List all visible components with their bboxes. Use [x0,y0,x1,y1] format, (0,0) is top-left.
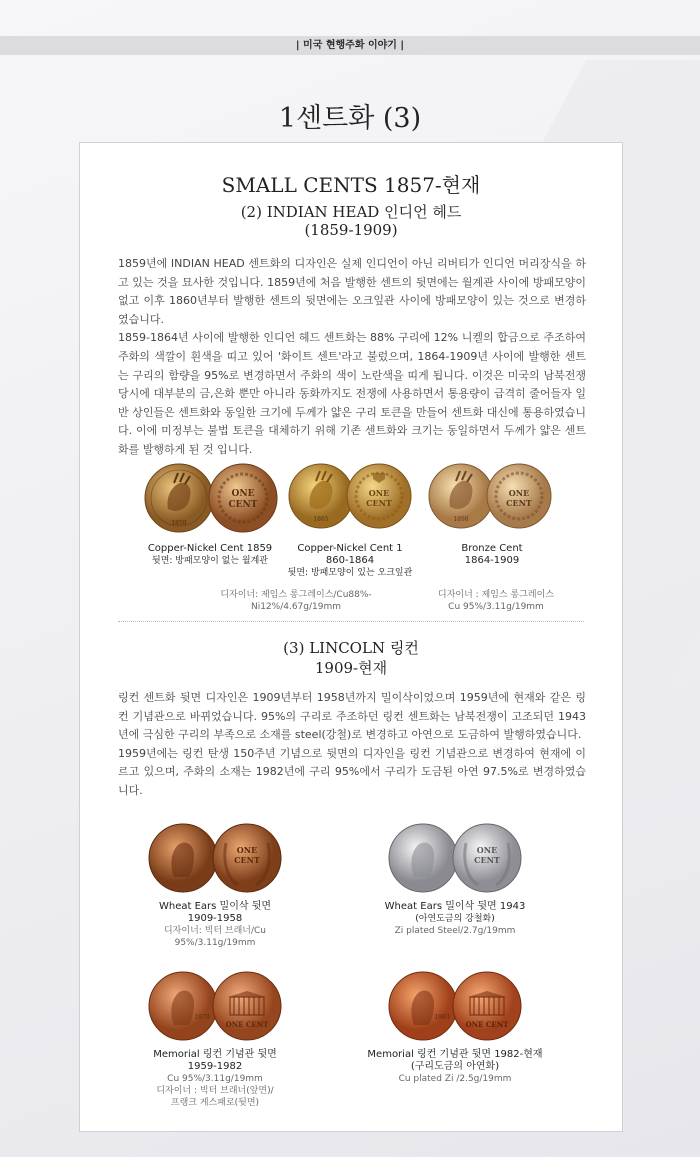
coin-caption [432,543,552,567]
coin-cent-text: CENT [506,498,532,508]
lincoln-subtitle: (3) LINCOLN 링컨 [283,639,419,657]
coin-reverse-image [452,823,522,893]
coin-name: Copper-Nickel Cent 1 [297,543,403,554]
coin-spec [426,589,566,613]
coin-caption [140,901,290,949]
coin-composition: Cu 95%/3.11g/19mm [448,602,544,612]
coin-year-text: 1865 [313,516,329,523]
lincoln-paragraph: 링컨 센트화 뒷면 디자인은 1909년부터 1958년까지 밀이삭이었으며 1959년에 현재와 같은 링컨 기념관으로 바뀌었습니다. 95%의 구리로 주조하던 링컨 센트화는 남북전쟁이 고조되던 1943년에 극심한 구리의 부족으로 소재를 steel(강철)로 변경하고 아연으로 도금하여 발행하였습니다. 1959년에는 링컨 탄생 150주년 기념으로 뒷면의 디자인을 링컨 기념관으로 변경하여 현재에 이르고 있으며, 주화의 소재는 1982년에 구리 95%에서 구리가 도금된 아연 97.5%로 변경하였습니다. [118,691,586,797]
content-card [79,142,623,1132]
coin-year-text: 1993 [434,1014,450,1021]
coin-one-text: ONE [476,845,498,855]
coin-obverse-image [388,971,458,1041]
coin-reverse-image [212,823,282,893]
coin-designer: 프랭크 게스패로(뒷면) [170,1098,260,1108]
section-period: (1859-1909) [304,221,398,239]
coin-cent-text: CENT [234,855,260,865]
coin-spec: Zi plated Steel/2.7g/19mm [394,926,516,936]
coin-designer: 디자이너 : 제임스 롱그레이스 [438,590,554,600]
coin-caption [360,1049,550,1085]
coin-spec: 95%/3.11g/19mm [174,938,256,948]
coin-one-text: ONE [231,489,255,499]
coin-period: 1959-1982 [187,1061,243,1072]
coin-reverse-image [486,463,552,529]
coin-reverse-image [452,971,522,1041]
coin-spec: 디자이너: 빅터 브래너/Cu [163,926,267,936]
coin-obverse-image [388,823,458,893]
series-header: | 미국 현행주화 이야기 | [0,36,700,55]
coin-obverse-image [144,463,214,533]
coin-name-continued: 860-1864 [325,555,375,566]
coin-obverse-image [428,463,494,529]
coin-caption [140,1049,290,1109]
coin-period: 1864-1909 [464,555,520,566]
coin-one-text: ONE [368,488,390,498]
coin-reverse-image [212,971,282,1041]
coin-caption [370,901,540,937]
coin-reverse-image [346,463,412,529]
coin-year-text: 1898 [453,516,469,523]
coin-year-text: 1970 [194,1014,210,1021]
section-title: SMALL CENTS 1857-현재 [221,173,481,197]
coin-denomination-text: ONE CENT [225,1020,269,1029]
coin-spec: Cu plated Zi /2.5g/19mm [398,1074,512,1084]
coin-obverse-image [148,971,218,1041]
lincoln-period: 1909-현재 [314,659,388,677]
coin-obverse-image [148,823,218,893]
coin-name: Wheat Ears 밀이삭 뒷면 [158,901,272,912]
coin-name: Copper-Nickel Cent 1859 [147,543,273,554]
coin-denomination-text: ONE CENT [465,1020,509,1029]
coin-cent-text: CENT [366,498,392,508]
coin-one-text: ONE [508,488,530,498]
section-subtitle: (2) INDIAN HEAD 인디언 헤드 [240,203,462,221]
coin-designer: 디자이너 : 빅터 브래너(앞면)/ [156,1086,274,1096]
coin-reverse-image [208,463,278,533]
coin-year-text: 1859 [171,520,187,527]
coin-description: 뒷면: 방패모양이 있는 오크잎관 [287,568,413,578]
coin-name: Wheat Ears 밀이삭 뒷면 1943 [384,901,526,912]
page-title: 1센트화 (3) [278,103,422,134]
coin-spec: 디자이너: 제임스 롱그레이스/Cu88%-Ni12%/4.67g/19mm [220,590,372,612]
coin-spec: Cu 95%/3.11g/19mm [167,1074,263,1084]
coin-description: 뒷면: 방패모양이 없는 월계관 [152,556,268,566]
coin-description: (구리도금의 아연화) [410,1061,500,1072]
coin-name: Memorial 링컨 기념관 뒷면 [153,1049,277,1060]
coin-obverse-image [288,463,354,529]
coin-period: 1909-1958 [187,913,243,924]
coin-description: (아연도금의 강철화) [415,914,495,924]
coin-caption [132,543,288,567]
coin-cent-text: CENT [474,855,500,865]
section-divider [118,621,584,622]
indian-head-paragraph: 1859년에 INDIAN HEAD 센트화의 디자인은 실제 인디언이 아닌 리버티가 인디언 머리장식을 하고 있는 것을 묘사한 것입니다. 1859년에 처음 발행한 센트의 뒷면에는 월계관 사이에 방패모양이 없고 이후 1860년부터 발행한 센트의 뒷면에는 오크잎관 사이에 방패모양이 있는 것으로 변경하였습니다. 1859-1864년 사이에 발행한 인디언 헤드 센트화는 88% 구리에 12% 니켈의 합금으로 주조하여 주화의 색깔이 흰색을 띠고 있어 '화이트 센트'라고 불렀으며, 1864-1909년 사이에 발행한 센트는 구리의 함량을 95%로 변경하면서 주화의 색이 노란색을 띠게 됩니다. 이것은 미국의 남북전쟁 당시에 대부분의 금,은화 뿐만 아니라 동화까지도 전쟁에 사용하면서 통용량이 급격히 줄어들자 일반 상인들은 센트화와 동일한 크기에 두께가 얇은 구리 토큰을 만들어 센트화 대신에 통용하였습니다. 이에 미정부는 불법 토큰을 대체하기 위해 기존 센트화와 크기는 동일하면서 두께가 얇은 센트화를 발행하게 된 것 입니다. [118,257,586,456]
coin-name: Memorial 링컨 기념관 뒷면 1982-현재 [367,1049,543,1060]
coin-name: Bronze Cent [461,543,523,554]
coin-caption [280,543,420,579]
coin-cent-text: CENT [228,500,258,510]
coin-one-text: ONE [236,845,258,855]
